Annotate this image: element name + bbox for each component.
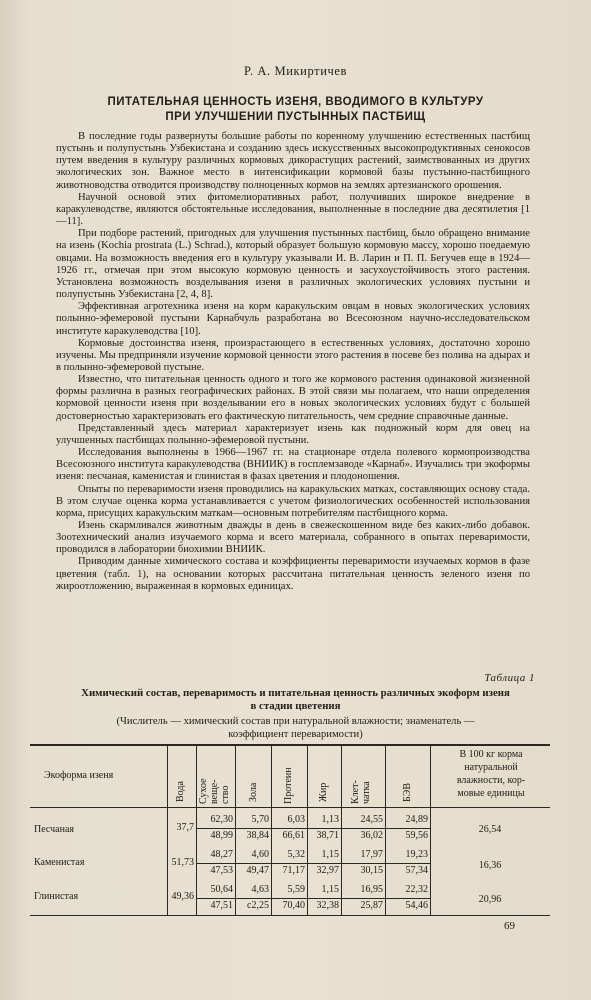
table-header-rule (30, 807, 550, 808)
header-units-line-4: мовые единицы (457, 788, 525, 799)
article-title-line-2: ПРИ УЛУЧШЕНИИ ПУСТЫННЫХ ПАСТБИЩ (165, 111, 426, 123)
row-label-clay: Глинистая (34, 891, 79, 902)
table-bottom-rule (30, 915, 550, 916)
row-label-stony: Каменистая (34, 857, 85, 868)
cell-water-sandy: 37,7 (176, 822, 194, 833)
cell-den: 57,34 (405, 865, 428, 876)
cell-den: с2,25 (247, 900, 269, 911)
data-table (30, 744, 550, 916)
cell-num: 16,95 (360, 884, 383, 895)
paragraph-10: Изень скармливался животным дважды в день в свежескошенном виде без каких-либо добавок. Зоотехнический анализ изучаемого корма и всего материала, собранного в опытах переваримости, проводился в лаборатории биохимии ВНИИК. (56, 520, 530, 556)
cell-num: 50,64 (210, 884, 233, 895)
cell-den: 38,84 (246, 830, 269, 841)
page-number: 69 (504, 920, 515, 932)
cell-num: 1,15 (321, 884, 339, 895)
article-title-line-1: ПИТАТЕЛЬНАЯ ЦЕННОСТЬ ИЗЕНЯ, ВВОДИМОГО В КУЛЬТУРУ (107, 96, 484, 108)
paragraph-2: Научной основой этих фитомелиоративных работ, получивших широкое внедрение в каракулеводстве, являются обстоятельные исследования, выполненные в последние два десятилетия [1—11]. (56, 191, 530, 228)
cell-num: 5,59 (287, 884, 305, 895)
cell-den: 59,56 (405, 830, 428, 841)
cell-units-sandy: 26,54 (478, 824, 502, 835)
table-note (40, 716, 551, 741)
paragraph-1: В последние годы развернуты большие работы по коренному улучшению естественных пастбищ пустынь и полупустынь Узбекистана и созданию здесь искусственных высокопродуктивных сенокосов путем введения в культуру различных кормовых дикорастущих растений, заимствованных из других экологических зон. Важное место в интенсификации кормовой базы пустынно-пастбищного животноводства отводится производству полноценных кормов на землях артезианского орошения. (56, 131, 530, 191)
cell-den: 71,17 (282, 865, 305, 876)
cell-num: 48,27 (210, 849, 233, 860)
header-fiber-line-2: чатка (361, 781, 372, 804)
header-fat: Жир (318, 782, 329, 802)
cell-den: 54,46 (405, 900, 428, 911)
cell-den: 66,61 (282, 830, 305, 841)
header-dry-matter (198, 778, 231, 804)
header-ash: Зола (248, 782, 259, 802)
row-label-sandy: Песчаная (34, 824, 75, 835)
cell-num: 5,32 (287, 849, 305, 860)
header-protein: Протеин (283, 767, 294, 804)
article-body (56, 131, 530, 593)
fraction-line-stone (196, 863, 430, 864)
header-fiber (350, 780, 372, 804)
header-fiber-line-1: Клет- (350, 780, 361, 804)
header-ecoform: Экоформа изеня (44, 770, 114, 781)
cell-den: 38,71 (316, 830, 339, 841)
paragraph-4: Эффективная агротехника изеня на корм каракульским овцам в новых экологических условиях полынно-эфемеровой пустыни Карнабчуль разработана во Всесоюзном научно-исследовательском институте каракулеводства [10]. (56, 301, 530, 337)
cell-num: 1,13 (321, 814, 339, 825)
cell-den: 49,47 (246, 865, 269, 876)
cell-den: 47,53 (210, 865, 233, 876)
header-dry-line-1: Сухое (198, 778, 209, 804)
paragraph-8: Исследования выполнены в 1966—1967 гг. на стационаре отдела полевого кормопроизводства Всесоюзного института каракулеводства (ВНИИК) в госплемзаводе «Карнаб». Изучались три экоформы изеня: песчаная, каменистая и глинистая в фазах цветения и плодоношения. (56, 447, 530, 483)
cell-den: 30,15 (360, 865, 383, 876)
header-units-line-2: натуральной (464, 762, 518, 773)
header-dry-line-3: ство (220, 785, 231, 804)
cell-den: 32,38 (316, 900, 339, 911)
table-title-line-1: Химический состав, переваримость и питательная ценность различных экоформ изеня (81, 687, 510, 699)
cell-num: 24,89 (405, 814, 428, 825)
cell-den: 32,97 (316, 865, 339, 876)
header-water: Вода (175, 781, 186, 802)
cell-num: 6,03 (287, 814, 305, 825)
cell-num: 5,70 (251, 814, 269, 825)
article-author: Р. А. Микиртичев (243, 64, 348, 78)
cell-num: 24,55 (360, 814, 383, 825)
paragraph-7: Представленный здесь материал характеризует изень как подножный корм для овец на улучшенных пастбищах полынно-эфемеровой пустыни. (56, 422, 530, 446)
header-bev: БЭВ (402, 782, 413, 802)
paragraph-9: Опыты по переваримости изеня проводились на каракульских матках, составляющих основу стада. В этом случае оценка корма устанавливается с учетом физиологических особенностей использования корма, присущих каракульским маткам—основным потребителям пастбищного корма. (56, 483, 530, 519)
header-units-line-1: В 100 кг корма (459, 749, 523, 760)
cell-num: 17,97 (360, 849, 383, 860)
article-title (50, 95, 541, 125)
cell-num: 19,23 (405, 849, 428, 860)
table-title-line-2: в стадии цветения (250, 700, 341, 712)
cell-den: 36,02 (360, 830, 383, 841)
cell-num: 1,15 (321, 849, 339, 860)
table-top-rule (30, 744, 550, 746)
cell-den: 70,40 (282, 900, 305, 911)
paragraph-6: Известно, что питательная ценность одного и того же кормового растения одинаковой жизненной формы различна в разных географических районах. В этой связи мы полагаем, что наши определения кормовой ценности изеня при возделывании его в новых экологических условиях будут с большей достоверностью характеризовать его фактическую питательность, чем средние справочные данные. (56, 374, 530, 422)
cell-num: 62,30 (210, 814, 233, 825)
cell-num: 4,63 (251, 884, 269, 895)
fraction-line-sand (196, 828, 430, 829)
table-label: Таблица 1 (484, 672, 535, 684)
paragraph-5: Кормовые достоинства изеня, произрастающего в естественных условиях, достаточно хорошо изучены. Мы предприняли изучение кормовой ценности этого растения в посеве без полива на адырах и в полынно-эфемеровой пустыне. (56, 337, 530, 373)
cell-units-clay: 20,96 (478, 894, 502, 905)
cell-den: 48,99 (210, 830, 233, 841)
paragraph-11: Приводим данные химического состава и коэффициенты переваримости изучаемых кормов в фазе цветения (табл. 1), на основании которых рассчитана питательная ценность зеленого изеня по жироотложению, выраженная в кормовых единицах. (56, 556, 530, 592)
cell-num: 4,60 (251, 849, 269, 860)
cell-units-stony: 16,36 (478, 860, 502, 871)
header-units-line-3: влажности, кор- (456, 775, 526, 786)
cell-num: 22,32 (405, 884, 428, 895)
table-note-line-1: (Числитель — химический состав при натуральной влажности; знаменатель — (116, 716, 475, 727)
table-title (40, 687, 551, 713)
paragraph-3: При подборе растений, пригодных для улучшения пустынных пастбищ, было обращено внимание на изень (Kochia prostrata (L.) Schrad.), который образует большую кормовую массу, хорошо поедаемую овцами. На возможность введения его в культуру указывали И. В. Ларин и П. П. Бегучев еще в 1924—1926 гг., отмечая при этом высокую кормовую ценность и засухоустойчивость этого растения. Установлена возможность возделывания изеня в различных экологических условиях пустыни и полупустынь Узбекистана [2, 4, 8]. (56, 228, 530, 301)
fraction-line-clay (196, 898, 430, 899)
cell-den: 47,51 (210, 900, 233, 911)
cell-water-clay: 49,36 (171, 891, 194, 902)
header-dry-line-2: веще- (209, 779, 220, 804)
table-note-line-2: коэффициент переваримости) (228, 728, 363, 740)
cell-water-stony: 51,73 (171, 857, 194, 868)
header-feed-units (434, 748, 548, 800)
cell-den: 25,87 (360, 900, 383, 911)
